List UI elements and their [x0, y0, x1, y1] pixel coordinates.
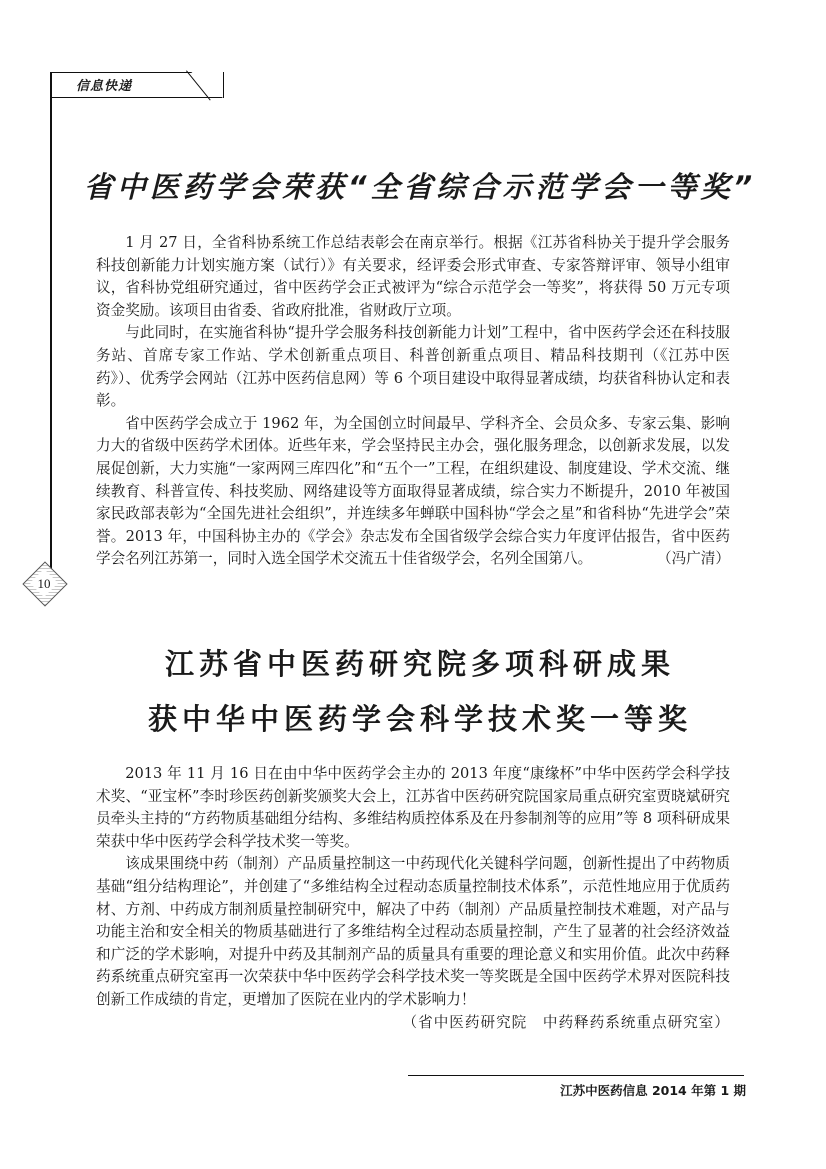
article2-title-line1: 江苏省中医药研究院多项科研成果 [164, 647, 675, 681]
article2-body [96, 763, 730, 1034]
article2-paragraph-text: 该成果围绕中药（制剂）产品质量控制这一中药现代化关键科学问题，创新性提出了中药物质基础“组分结构理论”，并创建了“多维结构全过程动态质量控制技术体系”，示范性地应用于优质药材、方剂、中药成方制剂质量控制研究中，解决了中药（制剂）产品质量控制技术难题，对产品与功能主治和安全相关的物质基础进行了多维结构全过程动态质量控制，产生了显著的社会经济效益和广泛的学术影响，对提升中药及其制剂产品的质量具有重要的理论意义和实用价值。此次中药释药系统重点研究室再一次荣获中华中医药学会科学技术奖一等奖既是全国中医药学术界对医院科技创新工作成绩的肯定，更增加了医院在业内的学术影响力！ [96, 855, 730, 1008]
footer-rule [408, 1075, 744, 1076]
article1-paragraph-text: 省中医药学会成立于 1962 年，为全国创立时间最早、学科齐全、会员众多、专家云集、影响力大的省级中医药学术团体。近些年来，学会坚持民主办会，强化服务理念，以创新求发展，以发展促创新，大力实施“一家两网三库四化”和“五个一”工程，在组织建设、制度建设、学术交流、继续教育、科普宣传、科技奖励、网络建设等方面取得显著成绩，综合实力不断提升，2010 年被国家民政部表彰为“全国先进社会组织”，并连续多年蝉联中国科协“学会之星”和省科协“先进学会”荣誉。2013 年，中国科协主办的《学会》杂志发布全国省级学会综合实力年度评估报告，省中医药学会名列江苏第一，同时入选全国学术交流五十佳省级学会，名列全国第八。 [96, 414, 730, 568]
section-tab-label: 信息快递 [76, 79, 133, 94]
footer-journal-issue: 江苏中医药信息 2014 年第 1 期 [560, 1083, 746, 1098]
article2-paragraph [96, 853, 730, 1031]
article2-paragraph: 2013 年 11 月 16 日在由中华中医药学会主办的 2013 年度“康缘杯”中华中医药学会科学技术奖、“亚宝杯”李时珍医药创新奖颁奖大会上，江苏省中医药研究院国家局重点研究室贾晓斌研究员牵头主持的“方药物质基础组分结构、多维结构质控体系及在丹参制剂等的应用”等 8 项科研成果荣获中华中医药学会科学技术奖一等奖。 [96, 765, 730, 850]
article1-title: 省中医药学会荣获“全省综合示范学会一等奖” [83, 170, 757, 204]
article1-paragraph [96, 413, 730, 571]
article1-paragraph: 与此同时，在实施省科协“提升学会服务科技创新能力计划”工程中，省中医药学会还在科技服务站、首席专家工作站、学术创新重点项目、科普创新重点项目、精品科技期刊（《江苏中医药》）、优秀学会网站（江苏中医药信息网）等 6 个项目建设中取得显著成绩，均获省科协认定和表彰。 [96, 324, 730, 410]
article2-title-line2: 获中华中医药学会科学技术奖一等奖 [147, 702, 692, 736]
page-number: 10 [37, 576, 51, 591]
article1-body [96, 232, 730, 571]
article2-credit: （省中医药研究院 中药释药系统重点研究室） [402, 1013, 730, 1031]
article1-credit: （冯广清） [657, 550, 730, 568]
article1-paragraph: 1 月 27 日，全省科协系统工作总结表彰会在南京举行。根据《江苏省科协关于提升学会服务科技创新能力计划实施方案（试行）》有关要求，经评委会形式审查、专家答辩评审、领导小组审议，省科协党组研究通过，省中医药学会正式被评为“综合示范学会一等奖”，将获得 50 万元专项资金奖励。该项目由省委、省政府批准，省财政厅立项。 [96, 234, 730, 319]
margin-rule [50, 72, 52, 577]
